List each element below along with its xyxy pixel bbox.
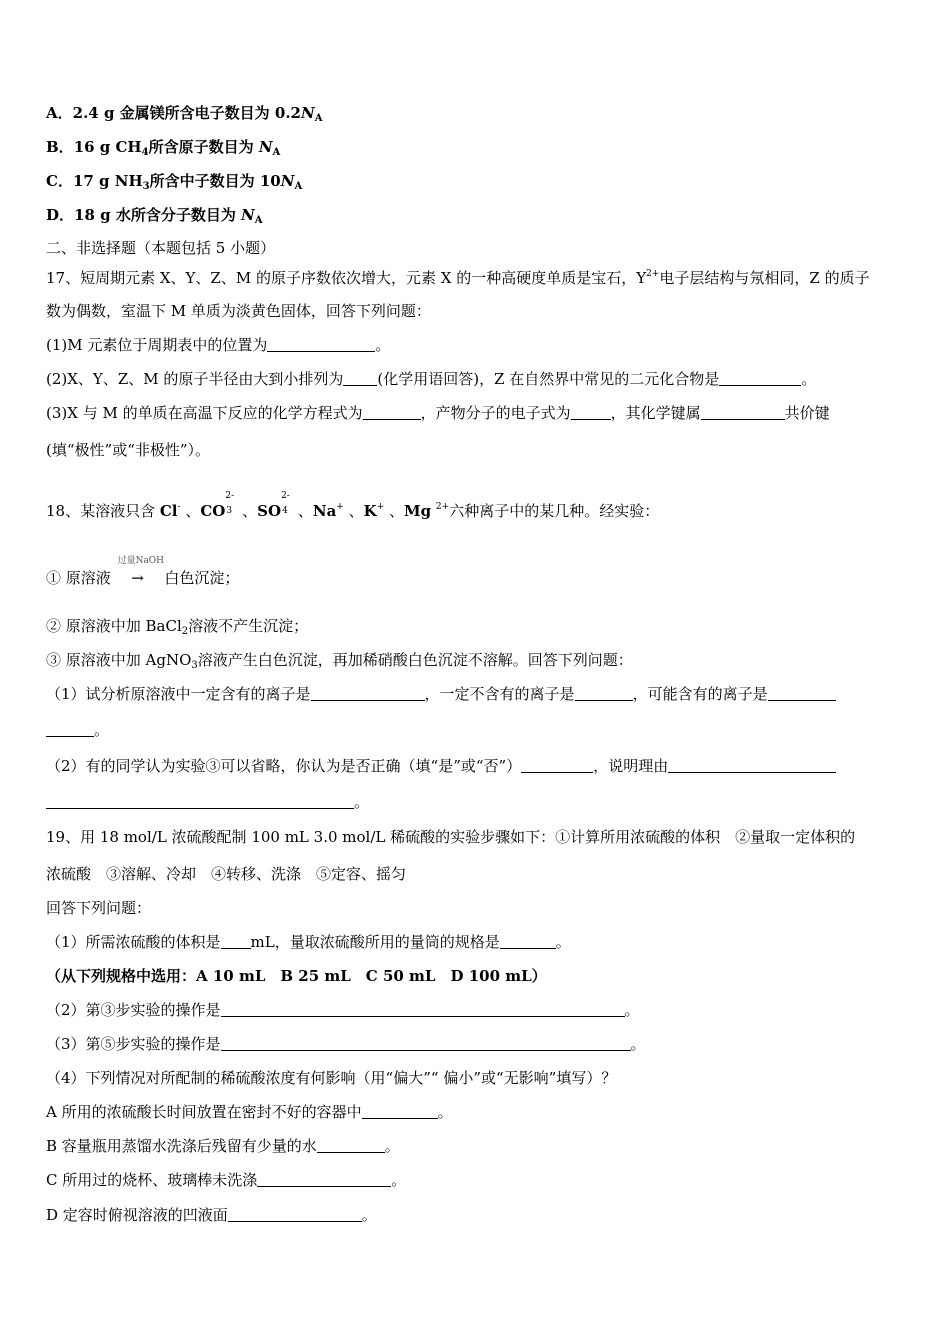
answer-blank[interactable]	[343, 371, 377, 386]
answer-blank[interactable]	[571, 405, 611, 420]
q17-part3: (3)X 与 M 的单质在高温下反应的化学方程式为 ，产物分子的电子式为 ，其化学键属 共价键	[46, 404, 830, 422]
q19-item-c: C 所用过的烧杯、玻璃棒未洗涤 。	[46, 1171, 407, 1189]
answer-blank[interactable]	[668, 758, 836, 773]
option-d: D．18 g 水所含分子数目为 $N_A$	[46, 206, 263, 226]
reaction-arrow: 过量NaOH →	[117, 556, 165, 587]
answer-blank[interactable]	[257, 1172, 391, 1187]
answer-blank[interactable]	[228, 1207, 362, 1222]
option-a: A．2.4 g 金属镁所含电子数目为 $0.2N_A$	[46, 104, 323, 124]
answer-blank[interactable]	[311, 686, 425, 701]
q18-part2-cont: 。	[46, 792, 369, 812]
q18-experiment1: ① 原溶液 过量NaOH → 白色沉淀；	[46, 556, 240, 587]
q18-experiment3: ③ 原溶液中加 AgNO$_3$溶液产生白色沉淀，再加稀硝酸白色沉淀不溶解。回答下列问题：	[46, 651, 633, 671]
q19-item-a: A 所用的浓硫酸长时间放置在密封不好的容器中 。	[46, 1103, 453, 1121]
q19-part1-choices: （从下列规格中选用：A 10 mL B 25 mL C 50 mL D 100 mL）	[46, 967, 547, 985]
q17-part1: (1)M 元素位于周期表中的位置为 。	[46, 336, 391, 354]
answer-blank[interactable]	[221, 1036, 631, 1051]
q18-part1-cont: 。	[46, 720, 109, 740]
q19-item-b: B 容量瓶用蒸馏水洗涤后残留有少量的水 。	[46, 1137, 400, 1155]
q19-item-d: D 定容时俯视溶液的凹液面 。	[46, 1206, 377, 1224]
q17-intro-line1: 17、短周期元素 X、Y、Z、M 的原子序数依次增大，元素 X 的一种高硬度单质是宝石，$Y^{2+}$电子层结构与氖相同，Z 的质子	[46, 269, 870, 287]
answer-blank[interactable]	[46, 794, 354, 809]
q17-intro-line2: 数为偶数，室温下 M 单质为淡黄色固体，回答下列问题：	[46, 302, 431, 320]
answer-blank[interactable]	[46, 722, 94, 737]
answer-blank[interactable]	[362, 1104, 438, 1119]
section-title: 二、非选择题（本题包括 5 小题）	[46, 239, 276, 257]
q17-part2: (2)X、Y、Z、M 的原子半径由大到小排列为 (化学用语回答)，Z 在自然界中常见的二元化合物是 。	[46, 370, 817, 388]
answer-blank[interactable]	[221, 1002, 625, 1017]
q18-experiment2: ② 原溶液中加 BaCl$_2$溶液不产生沉淀；	[46, 617, 309, 637]
q18-part1: （1）试分析原溶液中一定含有的离子是 ，一定不含有的离子是 ，可能含有的离子是	[46, 684, 836, 704]
option-c: C．17 g $NH_3$所含中子数目为 $10N_A$	[46, 172, 303, 192]
q19-part2: （2）第③步实验的操作是 。	[46, 1001, 640, 1019]
answer-blank[interactable]	[500, 934, 556, 949]
answer-blank[interactable]	[363, 405, 421, 420]
q19-answer-prompt: 回答下列问题：	[46, 899, 152, 917]
q19-intro-line2: 浓硫酸 ③溶解、冷却 ④转移、洗涤 ⑤定容、摇匀	[46, 865, 407, 883]
q17-part3-note: (填“极性”或“非极性”）。	[46, 441, 211, 459]
q19-part3: （3）第⑤步实验的操作是 。	[46, 1035, 646, 1053]
answer-blank[interactable]	[221, 934, 251, 949]
q18-part2: （2）有的同学认为实验③可以省略，你认为是否正确（填“是”或“否”） ，说明理由	[46, 756, 836, 776]
q19-part1: （1）所需浓硫酸的体积是 mL，量取浓硫酸所用的量筒的规格是 。	[46, 933, 571, 951]
q18-intro: 18、某溶液只含 Cl- 、CO 2- 3 、SO 2- 4 、Na+ 、K+ 、Mg $^{2+}$六种离子中的某几种。经实验：	[46, 491, 660, 520]
answer-blank[interactable]	[768, 686, 836, 701]
answer-blank[interactable]	[521, 758, 593, 773]
answer-blank[interactable]	[267, 337, 375, 352]
answer-blank[interactable]	[701, 405, 785, 420]
answer-blank[interactable]	[719, 371, 801, 386]
answer-blank[interactable]	[575, 686, 633, 701]
q19-intro-line1: 19、用 18 mol/L 浓硫酸配制 100 mL 3.0 mol/L 稀硫酸的实验步骤如下：①计算所用浓硫酸的体积 ②量取一定体积的	[46, 828, 856, 846]
q19-part4: （4）下列情况对所配制的稀硫酸浓度有何影响（用“偏大”“ 偏小”或“无影响”填写）？	[46, 1069, 617, 1087]
option-b: B．16 g $CH_4$所含原子数目为 $N_A$	[46, 138, 281, 158]
answer-blank[interactable]	[317, 1138, 385, 1153]
